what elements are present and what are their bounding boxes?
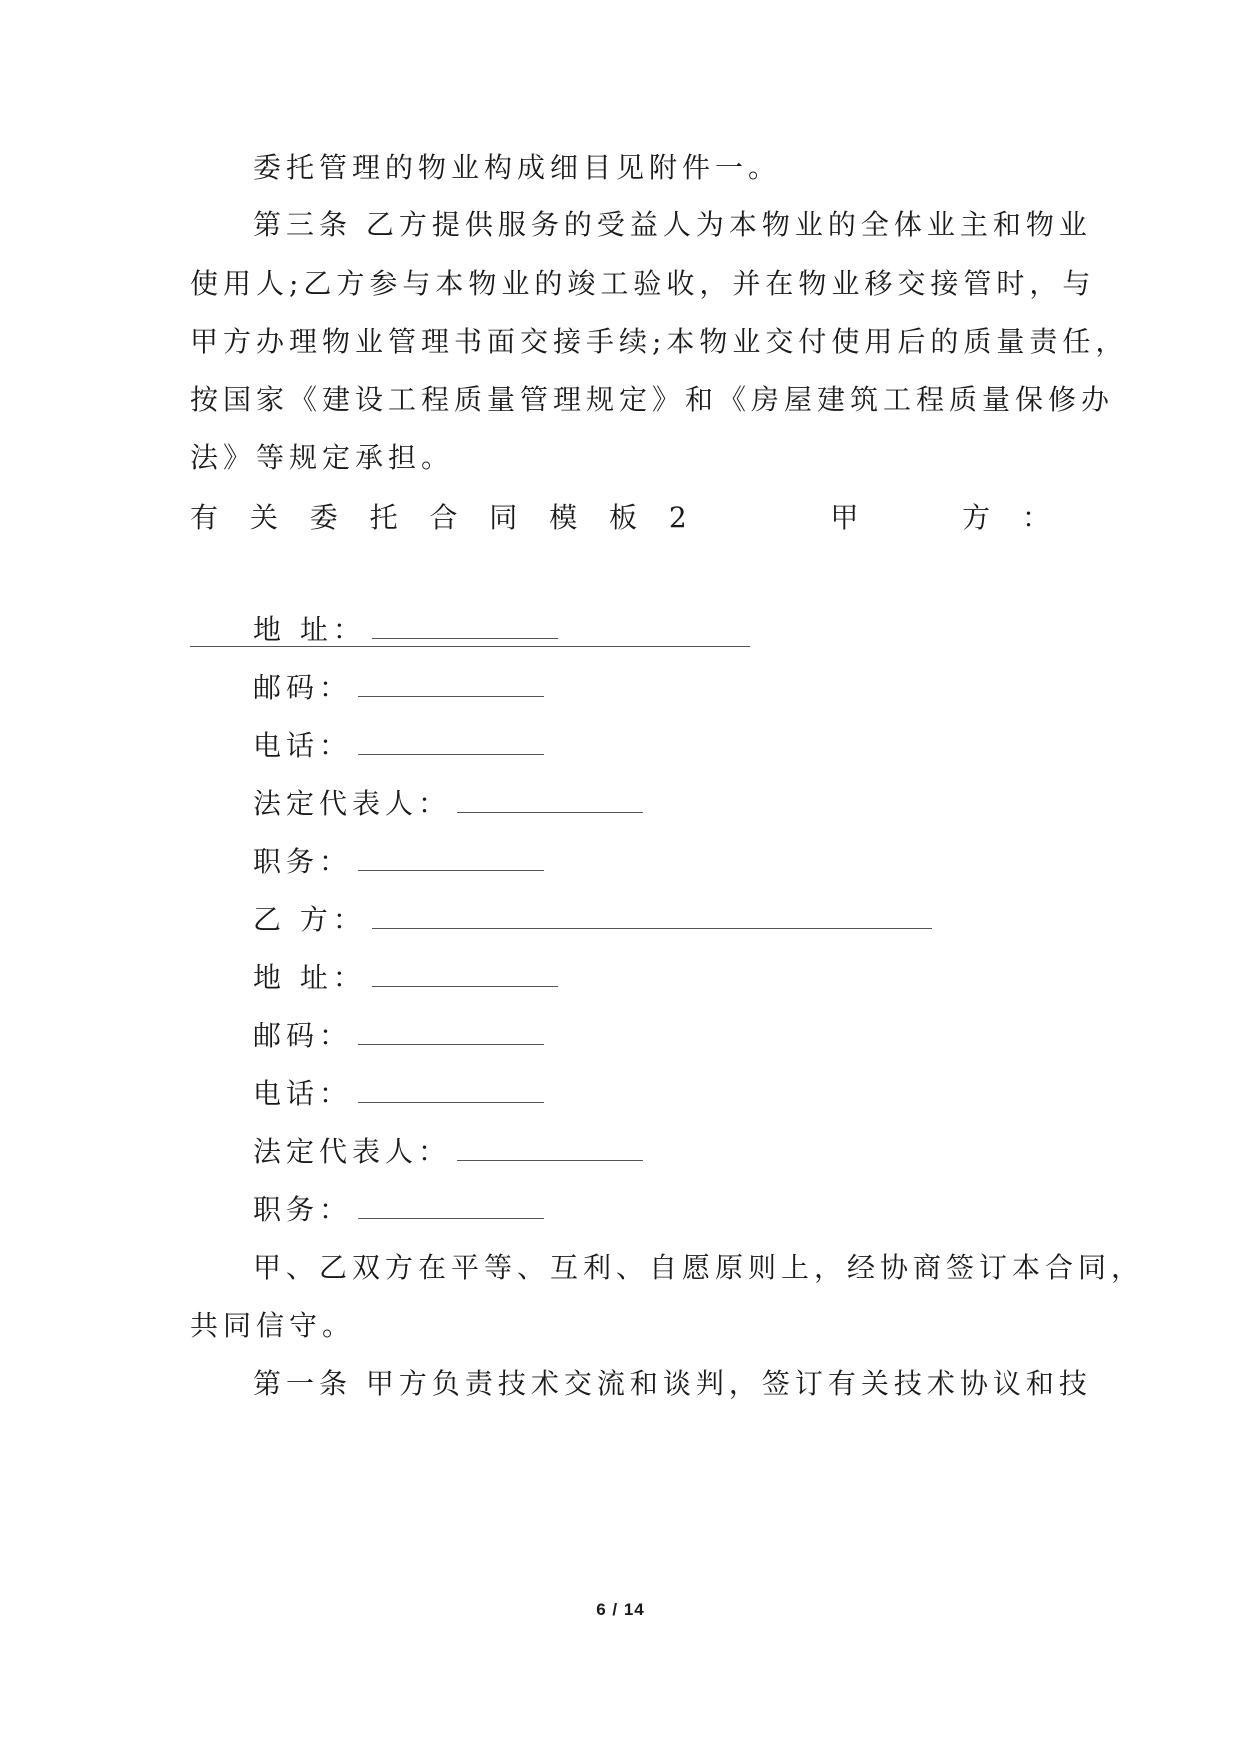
party-b-position-row	[253, 1190, 1113, 1230]
heading-char: 模	[549, 501, 578, 534]
party-b-position-label: 职务：	[253, 1193, 353, 1226]
party-a-legal-rep-blank[interactable]	[457, 786, 643, 813]
party-a-legal-rep-label: 法定代表人：	[253, 787, 452, 820]
party-a-postcode-row	[253, 668, 1113, 708]
party-a-address-label: 地 址：	[253, 613, 366, 646]
party-b-name-label: 乙 方：	[253, 903, 366, 936]
party-a-phone-label: 电话：	[253, 729, 353, 762]
party-b-phone-blank[interactable]	[358, 1076, 544, 1103]
party-b-address-label: 地 址：	[253, 961, 366, 994]
party-b-postcode-label: 邮码：	[253, 1019, 353, 1052]
article-three-line-3: 甲方办理物业管理书面交接手续;本物业交付使用后的质量责任，	[190, 325, 1129, 358]
party-b-phone-label: 电话：	[253, 1077, 353, 1110]
article-three-line-1: 第三条 乙方提供服务的受益人为本物业的全体业主和物业	[253, 208, 1092, 241]
party-a-address-row	[253, 610, 1113, 650]
paragraph-property-detail: 委托管理的物业构成细目见附件一。	[253, 151, 782, 184]
party-a-legal-rep-row	[253, 784, 1113, 824]
party-b-address-blank[interactable]	[372, 960, 558, 987]
article-three-line-5: 法》等规定承担。	[190, 441, 455, 474]
contract-heading-line	[190, 498, 1050, 538]
heading-char: 合	[429, 501, 458, 534]
party-a-postcode-blank[interactable]	[358, 670, 544, 697]
party-b-name-row	[253, 900, 1113, 940]
party-b-position-blank[interactable]	[358, 1192, 544, 1219]
heading-char: 托	[369, 501, 398, 534]
party-a-phone-blank[interactable]	[358, 728, 544, 755]
party-b-legal-rep-blank[interactable]	[457, 1134, 643, 1161]
party-b-legal-rep-row	[253, 1132, 1113, 1172]
heading-char: 甲	[830, 501, 859, 534]
closing-paragraph-line-1: 甲、乙双方在平等、互利、自愿原则上，经协商签订本合同，	[253, 1251, 1145, 1284]
party-a-phone-row	[253, 726, 1113, 766]
article-one-line-1: 第一条 甲方负责技术交流和谈判，签订有关技术协议和技	[253, 1367, 1092, 1400]
page-number: 6 / 14	[596, 1600, 645, 1619]
heading-char: 委	[309, 501, 338, 534]
party-a-position-row	[253, 842, 1113, 882]
party-a-position-label: 职务：	[253, 845, 353, 878]
heading-char: 方	[962, 501, 991, 534]
heading-char: ：	[1021, 501, 1050, 534]
heading-gap	[890, 498, 930, 538]
heading-gap	[719, 498, 799, 538]
heading-char: 同	[489, 501, 518, 534]
party-a-postcode-label: 邮码：	[253, 671, 353, 704]
closing-paragraph-line-2: 共同信守。	[190, 1309, 356, 1342]
party-b-phone-row	[253, 1074, 1113, 1114]
heading-char: 板	[609, 501, 638, 534]
heading-char: 有	[190, 501, 219, 534]
party-a-position-blank[interactable]	[358, 844, 544, 871]
party-a-address-blank[interactable]	[372, 612, 558, 639]
party-b-name-blank[interactable]	[372, 902, 932, 929]
party-b-postcode-blank[interactable]	[358, 1018, 544, 1045]
party-b-address-row	[253, 958, 1113, 998]
article-three-line-2: 使用人;乙方参与本物业的竣工验收，并在物业移交接管时，与	[190, 267, 1096, 300]
heading-char: 2	[668, 501, 687, 534]
heading-char: 关	[249, 501, 278, 534]
article-three-line-4: 按国家《建设工程质量管理规定》和《房屋建筑工程质量保修办	[190, 383, 1115, 416]
party-b-legal-rep-label: 法定代表人：	[253, 1135, 452, 1168]
party-b-postcode-row	[253, 1016, 1113, 1056]
